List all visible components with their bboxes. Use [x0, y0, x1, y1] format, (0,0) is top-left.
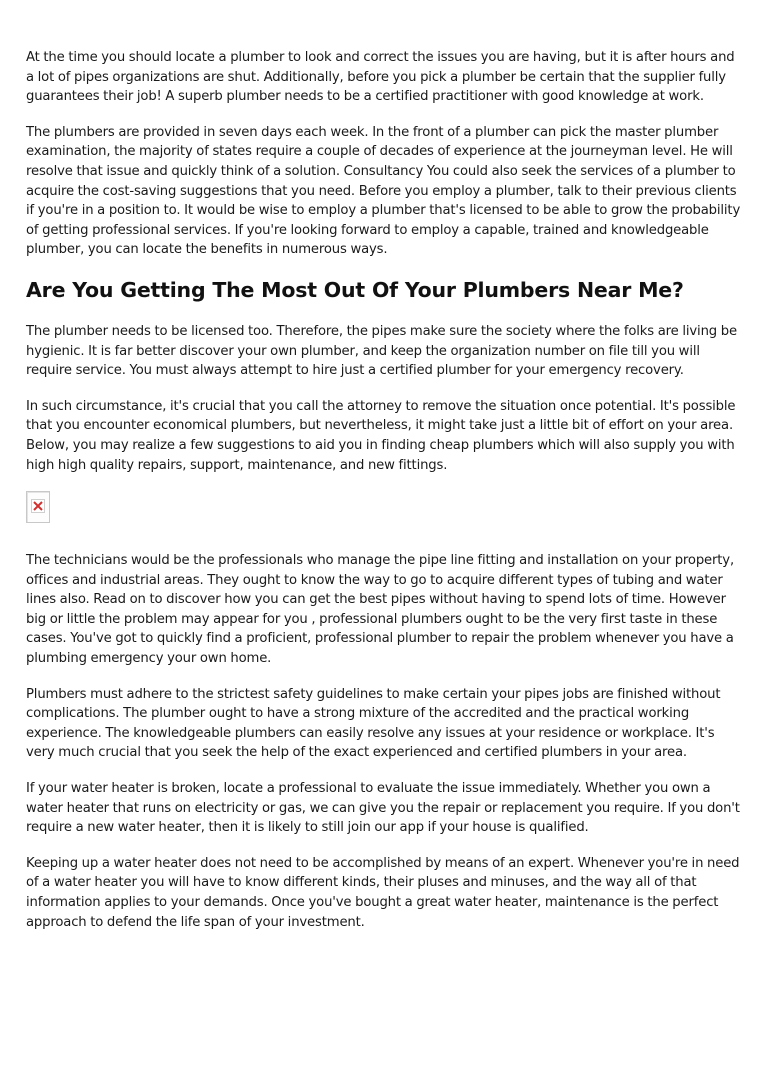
- document-page: [26, 48, 742, 948]
- paragraph: The technicians would be the professionals who manage the pipe line fitting and installation on your property, offices and industrial areas. They ought to know the way to go to acquire different types of tubing and water lines also. Read on to discover how you can get the best pipes without having to spend lots of time. However big or little the problem may appear for you , professional plumbers ought to be the very first taste in these cases. You've got to quickly find a proficient, professional plumber to repair the problem whenever you have a plumbing emergency your own home.: [26, 553, 734, 667]
- paragraph: Plumbers must adhere to the strictest safety guidelines to make certain your pipes jobs are finished without complications. The plumber ought to have a strong mixture of the accredited and the practical working experience. The knowledgeable plumbers can easily resolve any issues at your residence or workplace. It's very much crucial that you seek the help of the exact experienced and certified plumbers in your area.: [26, 686, 721, 761]
- broken-image-icon: [31, 499, 45, 513]
- paragraph: At the time you should locate a plumber to look and correct the issues you are having, but it is after hours and a lot of pipes organizations are shut. Additionally, before you pick a plumber be certain that the supplier fully guarantees their job! A superb plumber needs to be a certified practitioner with good knowledge at work.: [26, 50, 735, 105]
- paragraph: If your water heater is broken, locate a professional to evaluate the issue immediately. Whether you own a water heater that runs on electricity or gas, we can give you the repair or replacement you require. If you don't require a new water heater, then it is likely to still join our app if your house is qualified.: [26, 781, 740, 836]
- paragraph: In such circumstance, it's crucial that you call the attorney to remove the situation once potential. It's possible that you encounter economical plumbers, but nevertheless, it might take just a little bit of effort on your area. Below, you may realize a few suggestions to aid you in finding cheap plumbers which will also supply you with high high quality repairs, support, maintenance, and new fittings.: [26, 398, 736, 473]
- paragraph: The plumber needs to be licensed too. Therefore, the pipes make sure the society where the folks are living be hygienic. It is far better discover your own plumber, and keep the organization number on file till you will require service. You must always attempt to hire just a certified plumber for your emergency recovery.: [26, 323, 737, 379]
- section-heading: Are You Getting The Most Out Of Your Plumbers Near Me?: [26, 277, 684, 302]
- broken-image-placeholder: [26, 491, 50, 523]
- paragraph: The plumbers are provided in seven days each week. In the front of a plumber can pick the master plumber examination, the majority of states require a couple of decades of experience at the journeyman level. He will resolve that issue and quickly think of a solution. Consultancy You could also seek the services of a plumber to acquire the cost-saving suggestions that you need. Before you employ a plumber, talk to their previous clients if you're in a position to. It would be wise to employ a plumber that's licensed to be able to grow the probability of getting professional services. If you're looking forward to employ a capable, trained and knowledgeable plumber, you can locate the benefits in numerous ways.: [26, 124, 741, 258]
- paragraph: Keeping up a water heater does not need to be accomplished by means of an expert. Whenever you're in need of a water heater you will have to know different kinds, their pluses and minuses, and the way all of that information applies to your demands. Once you've bought a great water heater, maintenance is the perfect approach to defend the life span of your investment.: [26, 855, 740, 930]
